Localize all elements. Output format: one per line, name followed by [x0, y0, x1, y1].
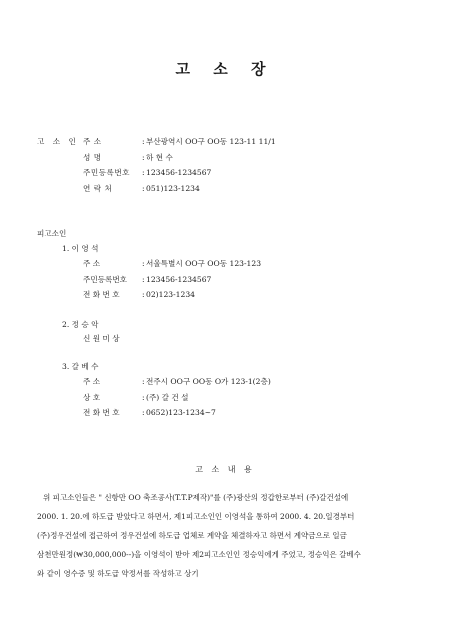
colon: :: [142, 137, 145, 146]
body-line: (주)정우건설에 접근하여 정우건설에 하도급 업체로 계약을 체결하자고 하면서 계약금으로 일금: [37, 531, 347, 540]
colon: :: [142, 184, 145, 193]
accused-1-address-value: 서울특별시 OO구 OO동 123-123: [146, 259, 262, 268]
accused-3-name: 3. 갈 베 수: [62, 362, 99, 371]
complainant-heading: 고 소 인: [37, 137, 79, 146]
accused-3-address-label: 주 소: [83, 377, 101, 386]
complainant-name-label: 성 명: [83, 153, 102, 162]
accused-3-phone-value: 0652)123-1234~7: [146, 408, 216, 417]
accused-1-phone-value: 02)123-1234: [146, 290, 196, 299]
complainant-id-label: 주민등록번호: [83, 168, 131, 177]
complainant-id-value: 123456-1234567: [146, 168, 212, 177]
complainant-contact-value: 051)123-1234: [146, 184, 200, 193]
body-line: 삼천만원정(₩30,000,000--)을 이영석이 받아 제2피고소인인 정승익에게 주었고, 정승익은 갈베수: [37, 550, 361, 559]
body-line: 2000. 1. 20.에 하도급 받았다고 하면서, 제1피고소인인 이영석을 통하여 2000. 4. 20.일경부터: [37, 512, 355, 521]
colon: :: [142, 259, 145, 268]
accused-1-address-label: 주 소: [83, 259, 101, 268]
accused-2-note: 신 원 미 상: [83, 334, 120, 343]
colon: :: [142, 290, 145, 299]
accused-1-phone-label: 전 화 번 호: [83, 290, 120, 299]
body-line: 와 같이 영수증 및 하도급 약정서를 작성하고 상기: [37, 569, 199, 578]
accused-1-name: 1. 이 영 석: [62, 244, 99, 253]
accused-3-company-label: 상 호: [83, 393, 101, 402]
complaint-body: [37, 488, 429, 583]
complainant-address-label: 주 소: [83, 137, 102, 146]
colon: :: [142, 408, 145, 417]
complainant-contact-label: 연 락 처: [83, 184, 113, 193]
accused-2-name: 2. 정 승 악: [62, 320, 99, 329]
colon: :: [142, 275, 145, 284]
complainant-address-value: 부산광역시 OO구 OO동 123-11 11/1: [146, 137, 276, 146]
complainant-name-value: 하 현 수: [146, 153, 173, 162]
accused-3-phone-label: 전 화 번 호: [83, 408, 120, 417]
colon: :: [142, 153, 145, 162]
accused-heading: 피고소인: [37, 229, 67, 238]
accused-3-company-value: (주) 갈 건 설: [146, 393, 189, 402]
body-line: 위 피고소인들은 " 신항만 OO 축조공사(T.T.P제작)"를 (주)광산의 정갑한로부터 (주)갈건설에: [43, 493, 349, 502]
accused-1-id-value: 123456-1234567: [146, 275, 212, 284]
colon: :: [142, 393, 145, 402]
body-heading: 고 소 내 용: [195, 465, 255, 474]
colon: :: [142, 168, 145, 177]
colon: :: [142, 377, 145, 386]
accused-3-address-value: 전주시 OO구 OO동 O가 123-1(2층): [146, 377, 271, 386]
document-title: 고 소 장: [175, 60, 275, 78]
accused-1-id-label: 주민등록번호: [83, 275, 128, 284]
